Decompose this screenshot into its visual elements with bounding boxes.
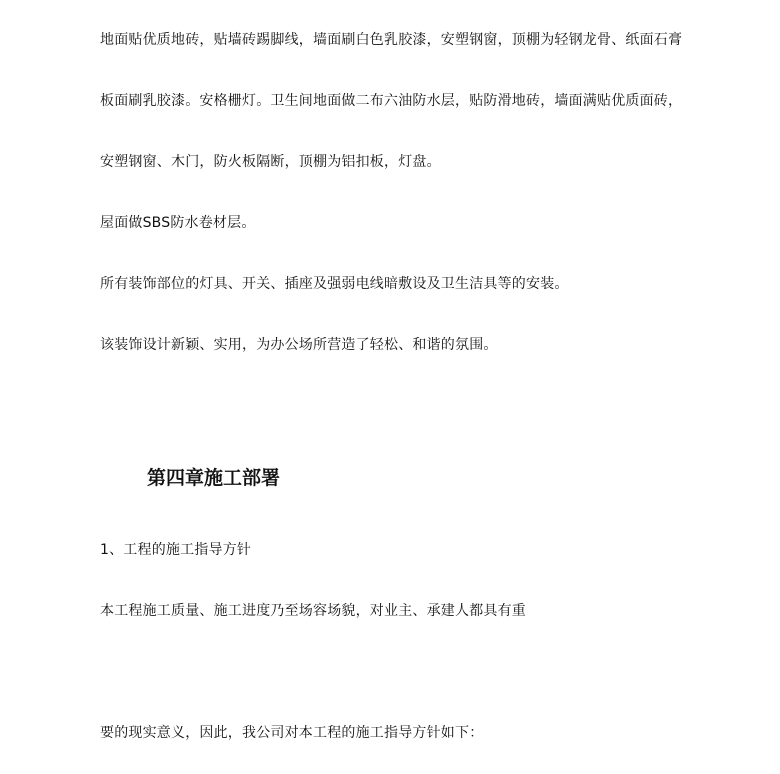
paragraph-line: 所有装饰部位的灯具、开关、插座及强弱电线暗敷设及卫生洁具等的安装。 [100,276,569,292]
paragraph-line: 要的现实意义，因此，我公司对本工程的施工指导方针如下： [100,725,484,741]
paragraph-line: 板面刷乳胶漆。安格栅灯。卫生间地面做二布六油防水层，贴防滑地砖，墙面满贴优质面砖， [100,93,683,109]
section-heading: 1、工程的施工指导方针 [100,542,252,558]
paragraph-line: 本工程施工质量、施工进度乃至场容场貌，对业主、承建人都具有重 [100,603,526,619]
paragraph-line: 地面贴优质地砖，贴墙砖踢脚线，墙面刷白色乳胶漆，安塑钢窗，顶棚为轻钢龙骨、纸面石膏 [100,32,683,48]
paragraph-line: 屋面做SBS防水卷材层。 [100,215,256,231]
paragraph-line: 该装饰设计新颖、实用，为办公场所营造了轻松、和谐的氛围。 [100,337,498,353]
paragraph-line: 安塑钢窗、木门，防火板隔断，顶棚为铝扣板，灯盘。 [100,154,441,170]
chapter-title: 第四章施工部署 [147,467,281,489]
